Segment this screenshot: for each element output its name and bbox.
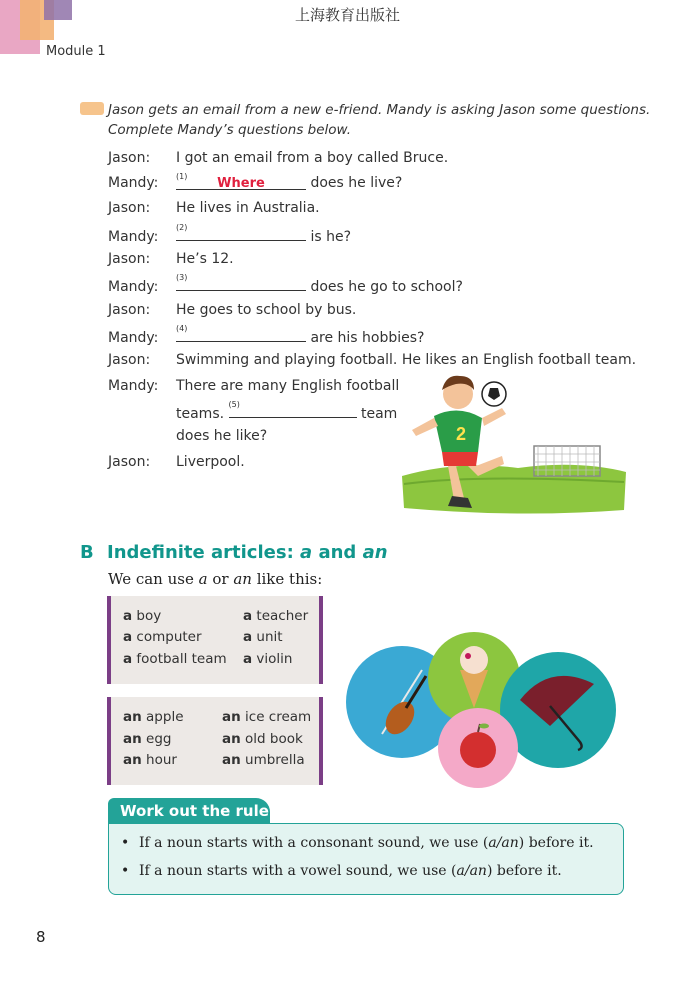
dialogue-line-3 [108,198,320,218]
article-item: an egg [123,731,172,747]
dialogue-line-5 [108,249,234,269]
speaker: Mandy: [108,378,159,394]
dialogue-line-4 [108,224,351,247]
dialogue-text: He goes to school by bus. [176,302,357,318]
module-label: Module 1 [46,44,106,59]
dialogue-line-6 [108,274,463,297]
article-item: an hour [123,752,177,768]
dialogue-text: He lives in Australia. [176,200,320,216]
objects-illustration [344,622,616,788]
speaker: Jason: [108,200,151,216]
section-b-intro: We can use a or an like this: [108,570,323,588]
choice-options[interactable]: a/an [456,863,487,879]
blank-number: (3) [176,273,188,282]
instruction-line-1: Jason gets an email from a new e-friend. Mandy is asking Jason some questions. [108,102,651,118]
dialogue-text: Liverpool. [176,454,245,470]
dialogue-line-8 [108,325,425,348]
svg-text:2: 2 [456,424,467,444]
dialogue-text: He’s 12. [176,251,234,267]
choice-options[interactable]: a/an [488,835,519,851]
answer-blank-3[interactable] [176,274,306,291]
article-item: a football team [123,651,227,667]
speaker: Jason: [108,454,151,470]
article-item: an umbrella [222,752,305,768]
speaker: Mandy: [108,175,159,191]
a-articles-box [107,596,323,684]
dialogue-line-10c [176,426,267,446]
section-b-letter: B [80,542,94,563]
speaker: Jason: [108,352,151,368]
dialogue-line-9 [108,350,636,370]
blank-number: (5) [228,400,240,409]
speaker: Mandy: [108,229,159,245]
section-b-title: Indefinite articles: a and an [107,542,388,563]
speaker: Mandy: [108,330,159,346]
dialogue-text: team [356,406,398,422]
article-item: a boy [123,608,162,624]
dialogue-line-11 [108,452,245,472]
dialogue-text: is he? [306,229,352,245]
dialogue-text: There are many English football [176,378,400,394]
rule-box [108,823,624,895]
dialogue-text: I got an email from a boy called Bruce. [176,150,449,166]
article-item: an apple [123,709,184,725]
speaker: Jason: [108,251,151,267]
instruction-line-2: Complete Mandy’s questions below. [108,122,352,138]
page-number: 8 [36,928,46,946]
dialogue-text: Swimming and playing football. He likes an English football team. [176,352,637,368]
section-a-marker [80,102,104,115]
speaker: Jason: [108,150,151,166]
answer-blank-5[interactable] [229,401,357,418]
dialogue-line-7 [108,300,356,320]
answer-blank-1[interactable] [176,173,306,190]
dialogue-line-10 [108,376,399,396]
article-item: a unit [243,629,283,645]
an-articles-box [107,697,323,785]
football-icon [482,382,506,406]
instruction-text [108,100,668,140]
dialogue-text: does he like? [176,428,268,444]
answer-text: Where [217,176,265,191]
grass-icon [402,465,626,514]
dialogue-text: are his hobbies? [306,330,425,346]
rule-tab: Work out the rule [108,798,270,824]
blank-number: (2) [176,223,188,232]
dialogue-line-10b [176,401,397,424]
speaker: Jason: [108,302,151,318]
speaker: Mandy: [108,279,159,295]
dialogue-line-1 [108,148,448,168]
publisher-name: 上海教育出版社 [294,6,400,24]
footballer-illustration [398,368,630,516]
bullet-icon: • [121,835,130,851]
bullet-icon: • [121,863,130,879]
dialogue-text: does he live? [306,175,403,191]
article-item: a computer [123,629,202,645]
article-item: an ice cream [222,709,312,725]
dialogue-text: teams. [176,406,225,422]
answer-blank-2[interactable] [176,224,306,241]
article-item: an old book [222,731,303,747]
blank-number: (4) [176,324,188,333]
dialogue-line-2 [108,173,402,193]
article-item: a teacher [243,608,309,624]
blank-number: (1) [176,172,188,181]
rule-line-1: • If a noun starts with a consonant sound, we use (a/an) before it. [121,835,594,851]
answer-blank-4[interactable] [176,325,306,342]
rule-line-2: • If a noun starts with a vowel sound, we use (a/an) before it. [121,863,562,879]
article-item: a violin [243,651,293,667]
dialogue-text: does he go to school? [306,279,463,295]
